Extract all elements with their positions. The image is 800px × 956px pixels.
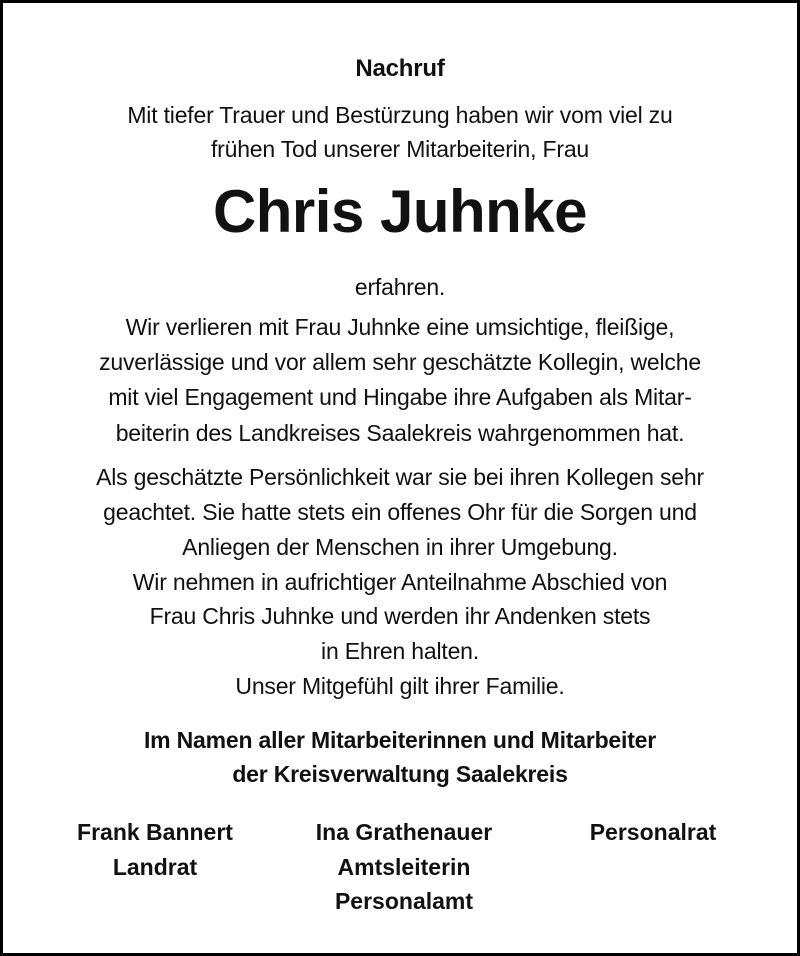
intro-line: frühen Tod unserer Mitarbeiterin, Frau <box>210 136 590 162</box>
intro-line: Mit tiefer Trauer und Bestürzung haben wir vom viel zu <box>127 102 673 128</box>
deceased-name: Chris Juhnke <box>212 178 588 245</box>
signatory-name: Personalrat <box>589 819 717 845</box>
paragraph1-line: beiterin des Landkreises Saalekreis wahrgenommen hat. <box>115 420 685 446</box>
paragraph2-line: Anliegen der Menschen in ihrer Umgebung. <box>182 534 618 560</box>
paragraph2-line: Frau Chris Juhnke und werden ihr Andenken stets <box>149 603 651 629</box>
on-behalf-line: Im Namen aller Mitarbeiterinnen und Mitarbeiter <box>143 727 657 753</box>
paragraph2-line: in Ehren halten. <box>321 638 479 664</box>
paragraph2-line: Als geschätzte Persönlichkeit war sie bei ihren Kollegen sehr <box>96 464 704 490</box>
signatory-personalrat <box>523 815 783 850</box>
signatory-title: Amtsleiterin <box>337 853 471 880</box>
paragraph1-line: Wir verlieren mit Frau Juhnke eine umsichtige, fleißige, <box>125 314 675 340</box>
signatory-landrat <box>25 815 285 884</box>
signatory-title: Landrat <box>112 853 198 880</box>
paragraph2-line: Wir nehmen in aufrichtiger Anteilnahme Abschied von <box>132 569 668 595</box>
after-name-text: erfahren. <box>354 274 446 300</box>
on-behalf-line: der Kreisverwaltung Saalekreis <box>232 761 568 787</box>
paragraph1-line: zuverlässige und vor allem sehr geschätzte Kollegin, welche <box>99 349 701 375</box>
paragraph2-line: geachtet. Sie hatte stets ein offenes Ohr für die Sorgen und <box>103 499 697 525</box>
signatory-name: Frank Bannert <box>77 819 233 845</box>
signatory-amtsleiterin <box>274 815 534 919</box>
heading: Nachruf <box>355 55 445 82</box>
paragraph1-line: mit viel Engagement und Hingabe ihre Aufgaben als Mitar- <box>108 384 692 410</box>
signatory-name: Ina Grathenauer <box>315 819 493 845</box>
signatory-department: Personalamt <box>334 888 474 914</box>
paragraph2-line: Unser Mitgefühl gilt ihrer Familie. <box>235 673 565 699</box>
